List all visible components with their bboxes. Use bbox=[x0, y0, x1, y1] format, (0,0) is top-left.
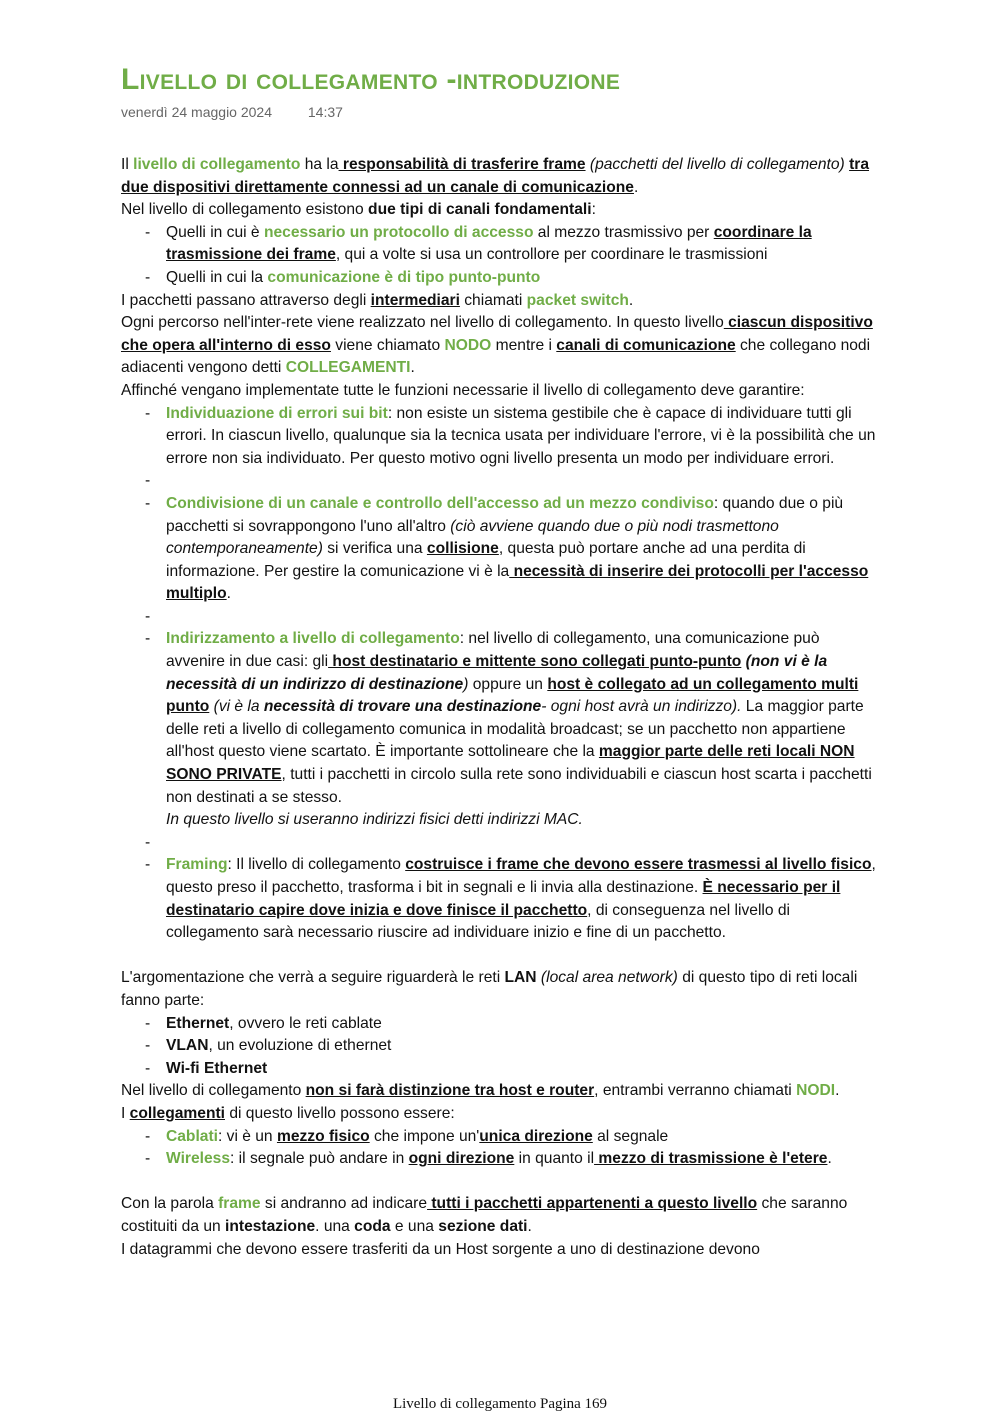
paragraph-host-router: Nel livello di collegamento non si farà distinzione tra host e router, entrambi verranno chiamati NODI. bbox=[121, 1082, 840, 1100]
list-item: - Wi-fi Ethernet bbox=[121, 1058, 881, 1081]
list-item: - Individuazione di errori sui bit: non esiste un sistema gestibile che è capace di individuare tutti gli errori. In ciascun livello, qualunque sia la tecnica usata per individuare l'errore, vi è la possibilità che un errore non sia individuato. Per questo motivo ogni livello presenta un modo per individuare errori. bbox=[121, 403, 881, 471]
paragraph-functions: Affinché vengano implementate tutte le funzioni necessarie il livello di collegamento deve garantire: bbox=[121, 381, 805, 399]
list-item: - Cablati: vi è un mezzo fisico che impone un'unica direzione al segnale bbox=[121, 1126, 881, 1149]
list-item: - Quelli in cui la comunicazione è di tipo punto-punto bbox=[121, 267, 881, 290]
list-link-types bbox=[121, 1126, 881, 1171]
list-lan-types bbox=[121, 1013, 881, 1081]
paragraph-links: I collegamenti di questo livello possono essere: bbox=[121, 1104, 455, 1122]
paragraph-lan: L'argomentazione che verrà a seguire riguarderà le reti LAN (local area network) di questo tipo di reti locali fanno parte: bbox=[121, 969, 858, 1009]
spacer bbox=[121, 606, 881, 629]
spacer bbox=[121, 470, 881, 493]
paragraph-frame: Con la parola frame si andranno ad indicare tutti i pacchetti appartenenti a questo livello che saranno costituiti da un intestazione. una coda e una sezione dati. bbox=[121, 1195, 848, 1235]
list-item: - Indirizzamento a livello di collegamento: nel livello di collegamento, una comunicazione può avvenire in due casi: gli host destinatario e mittente sono collegati punto-punto (non vi è la necessità di un indirizzo di destinazione) oppure un host è collegato ad un collegamento multi punto (vi è la necessità di trovare una destinazione- ogni host avrà un indirizzo). La maggior parte delle reti a livello di collegamento comunica in modalità broadcast; se un pacchetto non appartiene all'host questo viene scartato. È importante sottolineare che la maggior parte delle reti locali NON SONO PRIVATE, tutti i pacchetti in circolo sulla rete sono individuabili e ciascun host scarta i pacchetti non destinati a se stesso. In questo livello si useranno indirizzi fisici detti indirizzi MAC. bbox=[121, 628, 881, 831]
spacer bbox=[121, 945, 881, 968]
note-date: venerdì 24 maggio 2024 bbox=[121, 104, 272, 120]
page-footer: Livello di collegamento Pagina 169 bbox=[392, 1396, 608, 1412]
list-item: - Condivisione di un canale e controllo dell'accesso ad un mezzo condiviso: quando due o più pacchetti si sovrappongono l'uno all'altro (ciò avviene quando due o più nodi trasmettono contemporaneamente) si verifica una collisione, questa può portare anche ad una perdita di informazione. Per gestire la comunicazione vi è la necessità di inserire dei protocolli per l'accesso multiplo. bbox=[121, 493, 881, 606]
spacer bbox=[121, 1171, 881, 1194]
paragraph-nodes: Ogni percorso nell'inter-rete viene realizzato nel livello di collegamento. In questo livello ciascun dispositivo che opera all'interno di esso viene chiamato NODO mentre i canali di comunicazione che collegano nodi adiacenti vengono detti COLLEGAMENTI. bbox=[121, 314, 873, 377]
list-item: - VLAN, un evoluzione di ethernet bbox=[121, 1035, 881, 1058]
list-item: - Quelli in cui è necessario un protocollo di accesso al mezzo trasmissivo per coordinare la trasmissione dei frame, qui a volte si usa un controllore per coordinare le trasmissioni bbox=[121, 222, 881, 267]
list-item: - Wireless: il segnale può andare in ogni direzione in quanto il mezzo di trasmissione è l'etere. bbox=[121, 1148, 881, 1171]
paragraph-intermediaries: I pacchetti passano attraverso degli intermediari chiamati packet switch. bbox=[121, 291, 634, 309]
paragraph-datagrams: I datagrammi che devono essere trasferiti da un Host sorgente a uno di destinazione devono bbox=[121, 1240, 760, 1258]
note-body bbox=[121, 154, 881, 1261]
page-title: Livello di collegamento -introduzione bbox=[121, 63, 621, 96]
note-time: 14:37 bbox=[307, 104, 343, 120]
paragraph-channel-types: Nel livello di collegamento esistono due tipi di canali fondamentali: bbox=[121, 201, 596, 219]
list-channel-types bbox=[121, 222, 881, 290]
list-functions bbox=[121, 403, 881, 945]
list-item: - Ethernet, ovvero le reti cablate bbox=[121, 1013, 881, 1036]
note-page bbox=[121, 60, 881, 1261]
paragraph-intro: Il livello di collegamento ha la responsabilità di trasferire frame (pacchetti del livello di collegamento) tra due dispositivi direttamente connessi ad un canale di comunicazione. bbox=[121, 156, 870, 196]
spacer bbox=[121, 832, 881, 855]
list-item: - Framing: Il livello di collegamento costruisce i frame che devono essere trasmessi al livello fisico, questo preso il pacchetto, trasforma i bit in segnali e li invia alla destinazione. È necessario per il destinatario capire dove inizia e dove finisce il pacchetto, di conseguenza nel livello di collegamento sarà necessario riuscire ad individuare inizio e fine di un pacchetto. bbox=[121, 854, 881, 944]
note-meta bbox=[121, 104, 881, 128]
